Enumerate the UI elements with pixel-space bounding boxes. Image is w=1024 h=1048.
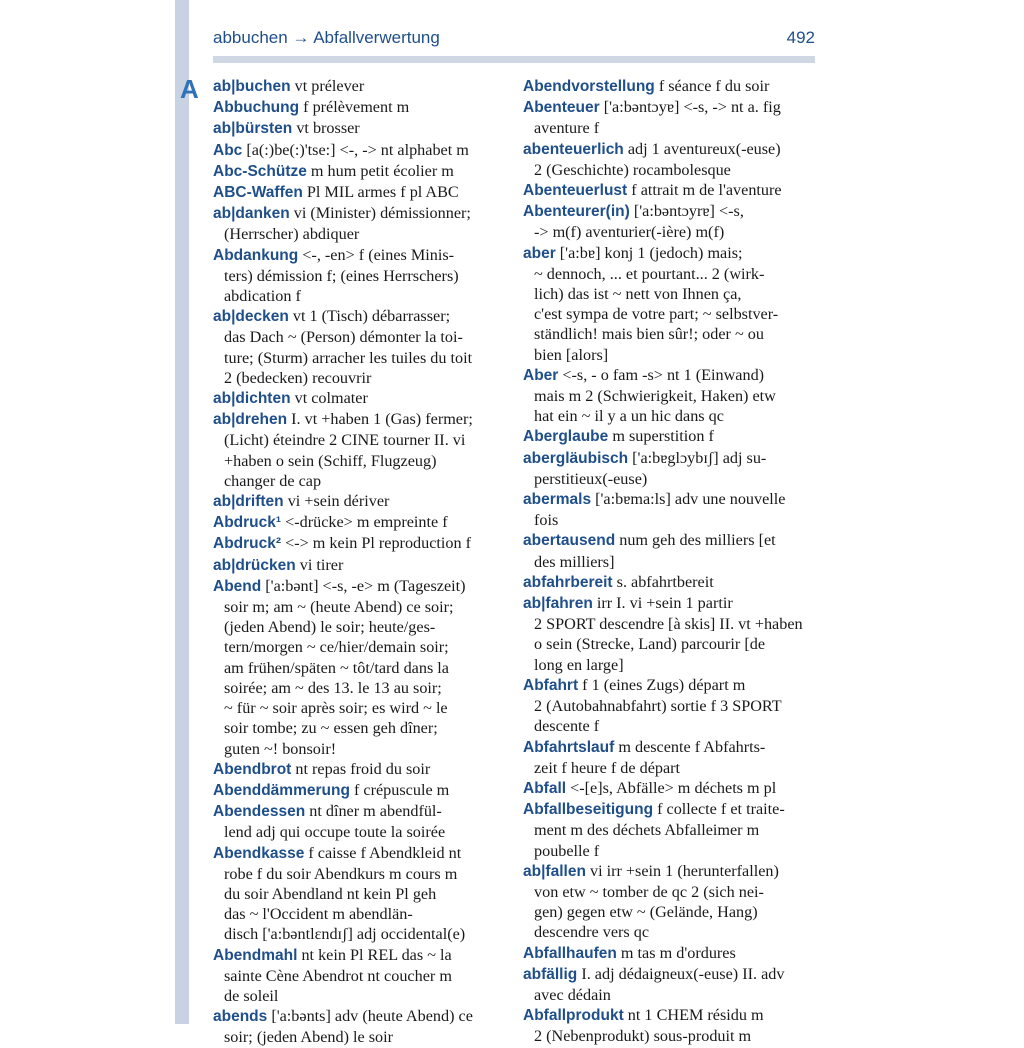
dictionary-line: ab|drehen I. vt +haben 1 (Gas) fermer; xyxy=(213,410,473,429)
dictionary-line: Abdruck² <-> m kein Pl reproduction f xyxy=(213,534,472,553)
headword: ab|driften xyxy=(213,493,284,511)
dictionary-line: o sein (Strecke, Land) parcourir [de xyxy=(534,635,766,654)
dictionary-line: disch ['a:bəntlɛndɪʃ] adj occidental(e) xyxy=(224,925,466,944)
dictionary-line: des milliers] xyxy=(534,552,615,571)
headword: ab|dichten xyxy=(213,390,291,408)
dictionary-line: Abendvorstellung f séance f du soir xyxy=(523,77,770,95)
dictionary-line: von etw ~ tomber de qc 2 (sich nei- xyxy=(534,882,764,901)
headword: Abendvorstellung xyxy=(523,78,655,95)
dictionary-line: Abfahrt f 1 (eines Zugs) départ m xyxy=(523,675,746,694)
dictionary-line: ab|drücken vi tirer xyxy=(213,555,344,574)
dictionary-line: gen) gegen etw ~ (Gelände, Hang) xyxy=(534,903,758,922)
dictionary-line: robe f du soir Abendkurs m cours m xyxy=(224,864,458,883)
header-rule xyxy=(213,56,815,63)
dictionary-line: abfällig I. adj dédaigneux(-euse) II. adv xyxy=(523,964,785,983)
dictionary-line: ab|buchen vt prélever xyxy=(213,77,365,95)
dictionary-line: 2 (Nebenprodukt) sous-produit m xyxy=(534,1027,752,1046)
headword: ab|drehen xyxy=(213,411,288,429)
headword: Abfahrtslauf xyxy=(523,738,615,756)
dictionary-line: Abc-Schütze m hum petit écolier m xyxy=(213,161,454,180)
dictionary-line: 2 (bedecken) recouvrir xyxy=(224,368,372,387)
dictionary-line: Aber <-s, - o fam -s> nt 1 (Einwand) xyxy=(523,365,765,384)
dictionary-line: abergläubisch ['a:bɐglɔybɪʃ] adj su- xyxy=(523,448,767,467)
headword: ab|danken xyxy=(213,205,290,223)
dictionary-line: abertausend num geh des milliers [et xyxy=(523,531,776,550)
headword: ABC-Waffen xyxy=(213,184,303,202)
headword: Abenteuerlust xyxy=(523,182,628,200)
dictionary-line: ~ dennoch, ... et pourtant... 2 (wirk- xyxy=(534,264,765,283)
dictionary-line: mais m 2 (Schwierigkeit, Haken) etw xyxy=(534,387,776,406)
headword: abenteuerlich xyxy=(523,140,624,158)
dictionary-line: guten ~! bonsoir! xyxy=(224,739,337,758)
dictionary-line: ~ für ~ soir après soir; es wird ~ le xyxy=(224,699,448,718)
headword: Abfallbeseitigung xyxy=(523,801,654,819)
dictionary-line: Abendessen nt dîner m abendfül- xyxy=(213,802,442,821)
headword: Abenddämmerung xyxy=(213,781,350,799)
dictionary-line: Abenddämmerung f crépuscule m xyxy=(213,780,450,799)
headword: Abfallhaufen xyxy=(523,944,617,962)
dictionary-line: aventure f xyxy=(534,119,600,138)
headword: aber xyxy=(523,244,556,262)
dictionary-line: ab|fallen vi irr +sein 1 (herunterfallen) xyxy=(523,861,779,880)
dictionary-line: Abend ['a:bənt] <-s, -e> m (Tageszeit) xyxy=(213,576,466,595)
dictionary-line: tern/morgen ~ ce/hier/demain soir; xyxy=(224,638,449,657)
headword: Aber xyxy=(523,366,559,384)
dictionary-line: soir m; am ~ (heute Abend) ce soir; xyxy=(224,598,454,617)
dictionary-line: long en large] xyxy=(534,655,624,674)
dictionary-line: Abfallbeseitigung f collecte f et traite- xyxy=(523,800,785,819)
dictionary-line: Abfahrtslauf m descente f Abfahrts- xyxy=(523,737,766,756)
headword: abergläubisch xyxy=(523,449,629,467)
dictionary-line: Abendkasse f caisse f Abendkleid nt xyxy=(213,843,462,862)
dictionary-line: (Licht) éteindre 2 CINE tourner II. vi xyxy=(224,431,466,450)
dictionary-line: am frühen/späten ~ tôt/tard dans la xyxy=(224,658,449,677)
dictionary-line: du soir Abendland nt kein Pl geh xyxy=(224,884,437,903)
dictionary-line: 2 (Geschichte) rocambolesque xyxy=(534,160,731,179)
dictionary-line: abends ['a:bənts] adv (heute Abend) ce xyxy=(213,1007,473,1026)
dictionary-line: Abdankung <-, -en> f (eines Minis- xyxy=(213,245,455,264)
dictionary-line: de soleil xyxy=(224,986,279,1005)
page-margin xyxy=(0,0,175,1024)
dictionary-line: soir; (jeden Abend) le soir xyxy=(224,1028,394,1047)
dictionary-line: ab|decken vt 1 (Tisch) débarrasser; xyxy=(213,307,451,326)
headword: Abend xyxy=(213,577,262,595)
dictionary-line: c'est sympa de votre part; ~ selbstver- xyxy=(534,305,779,324)
dictionary-line: sainte Cène Abendrot nt coucher m xyxy=(224,966,452,985)
dictionary-line: das ~ l'Occident m abendlän- xyxy=(224,905,413,924)
page-edge-band xyxy=(175,0,189,1024)
dictionary-line: ab|dichten vt colmater xyxy=(213,389,368,408)
headword: Abfallprodukt xyxy=(523,1007,624,1025)
dictionary-line: Abdruck¹ <-drücke> m empreinte f xyxy=(213,513,448,532)
dictionary-line: ters) démission f; (eines Herrschers) xyxy=(224,266,459,285)
dictionary-line: ständlich! mais bien sûr!; oder ~ ou xyxy=(534,325,764,344)
dictionary-line: Abenteuerlust f attrait m de l'aventure xyxy=(523,181,782,200)
dictionary-line: abdication f xyxy=(224,287,301,306)
dictionary-line: (jeden Abend) le soir; heute/ges- xyxy=(224,618,436,637)
dictionary-line: ab|fahren irr I. vi +sein 1 partir xyxy=(523,594,733,613)
running-header xyxy=(213,28,815,50)
dictionary-line: Abendmahl nt kein Pl REL das ~ la xyxy=(213,945,452,964)
headword: ab|buchen xyxy=(213,78,291,95)
dictionary-line: 2 SPORT descendre [à skis] II. vt +haben xyxy=(534,615,803,634)
dictionary-line: ABC-Waffen Pl MIL armes f pl ABC xyxy=(213,183,459,202)
dictionary-line: soir tombe; zu ~ essen geh dîner; xyxy=(224,719,438,738)
headword: Abfall xyxy=(523,779,567,797)
headword: Abbuchung xyxy=(213,99,300,117)
headword: Abendkasse xyxy=(213,844,305,862)
headword: Abdruck¹ xyxy=(213,514,282,532)
dictionary-line: descente f xyxy=(534,717,600,736)
dictionary-column-right xyxy=(523,76,815,1046)
headword: ab|fallen xyxy=(523,862,586,880)
dictionary-line: (Herrscher) abdiquer xyxy=(224,225,360,244)
headword: Abdruck² xyxy=(213,535,282,553)
dictionary-line: das Dach ~ (Person) démonter la toi- xyxy=(224,328,463,347)
dictionary-line: Abenteurer(in) ['a:bəntɔyrɐ] <-s, xyxy=(523,202,744,221)
dictionary-column-left xyxy=(213,76,505,1047)
dictionary-line: Abbuchung f prélèvement m xyxy=(213,98,410,117)
dictionary-line: abenteuerlich adj 1 aventureux(-euse) xyxy=(523,139,781,158)
headword: ab|drücken xyxy=(213,556,296,574)
headword: Abenteurer(in) xyxy=(523,203,630,221)
dictionary-line: aber ['a:bɐ] konj 1 (jedoch) mais; xyxy=(523,243,743,262)
dictionary-line: 2 (Autobahnabfahrt) sortie f 3 SPORT xyxy=(534,697,782,716)
page-number: 492 xyxy=(786,28,815,47)
dictionary-line: Abfall <-[e]s, Abfälle> m déchets m pl xyxy=(523,778,777,797)
headword: abfahrbereit xyxy=(523,573,613,591)
dictionary-line: Abendbrot nt repas froid du soir xyxy=(213,759,431,778)
headword: abends xyxy=(213,1008,268,1026)
headword: Abc xyxy=(213,141,243,159)
dictionary-line: Abfallprodukt nt 1 CHEM résidu m xyxy=(523,1006,764,1025)
dictionary-line: lend adj qui occupe toute la soirée xyxy=(224,823,446,842)
headword: ab|decken xyxy=(213,308,289,326)
dictionary-line: Abenteuer ['a:bəntɔyɐ] <-s, -> nt a. fig xyxy=(523,98,781,117)
dictionary-line: abfahrbereit s. abfahrtbereit xyxy=(523,572,714,591)
headword: ab|bürsten xyxy=(213,120,293,138)
headword: Abfahrt xyxy=(523,676,579,694)
headword: Abendmahl xyxy=(213,946,298,964)
dictionary-line: poubelle f xyxy=(534,841,600,860)
headword: abermals xyxy=(523,491,592,509)
dictionary-line: ture; (Sturm) arracher les tuiles du toit xyxy=(224,348,473,367)
headword: ab|fahren xyxy=(523,595,593,613)
dictionary-line: ment m des déchets Abfalleimer m xyxy=(534,821,760,840)
headword: Abenteuer xyxy=(523,99,600,117)
dictionary-line: hat ein ~ il y a un hic dans qc xyxy=(534,407,724,426)
dictionary-line: perstitieux(-euse) xyxy=(534,469,648,488)
dictionary-line: Aberglaube m superstition f xyxy=(523,427,714,446)
dictionary-line: changer de cap xyxy=(224,471,322,490)
headword: Abendessen xyxy=(213,803,306,821)
header-range: abbuchen → Abfallverwertung xyxy=(213,28,440,47)
dictionary-line: bien [alors] xyxy=(534,345,609,364)
dictionary-line: fois xyxy=(534,511,559,530)
dictionary-line: lich) das ist ~ nett von Ihnen ça, xyxy=(534,285,742,304)
headword: Aberglaube xyxy=(523,428,609,446)
dictionary-line: Abfallhaufen m tas m d'ordures xyxy=(523,943,736,962)
dictionary-line: descendre vers qc xyxy=(534,923,650,942)
dictionary-line: zeit f heure f de départ xyxy=(534,758,681,777)
dictionary-line: avec dédain xyxy=(534,985,611,1004)
dictionary-line: -> m(f) aventurier(-ière) m(f) xyxy=(534,223,725,242)
dictionary-line: Abc [a(:)be(:)'tse:] <-, -> nt alphabet m xyxy=(213,140,469,159)
dictionary-line: ab|danken vi (Minister) démissionner; xyxy=(213,204,471,223)
headword: abfällig xyxy=(523,965,578,983)
dictionary-line: abermals ['a:bɐma:ls] adv une nouvelle xyxy=(523,490,786,509)
headword: Abdankung xyxy=(213,246,299,264)
headword: abertausend xyxy=(523,532,616,550)
dictionary-line: +haben o sein (Schiff, Flugzeug) xyxy=(224,451,437,470)
headword: Abc-Schütze xyxy=(213,162,307,180)
dictionary-line: ab|driften vi +sein dériver xyxy=(213,492,390,511)
headword: Abendbrot xyxy=(213,760,292,778)
dictionary-line: soirée; am ~ des 13. le 13 au soir; xyxy=(224,678,442,697)
section-letter: A xyxy=(180,74,199,104)
dictionary-line: ab|bürsten vt brosser xyxy=(213,119,360,138)
